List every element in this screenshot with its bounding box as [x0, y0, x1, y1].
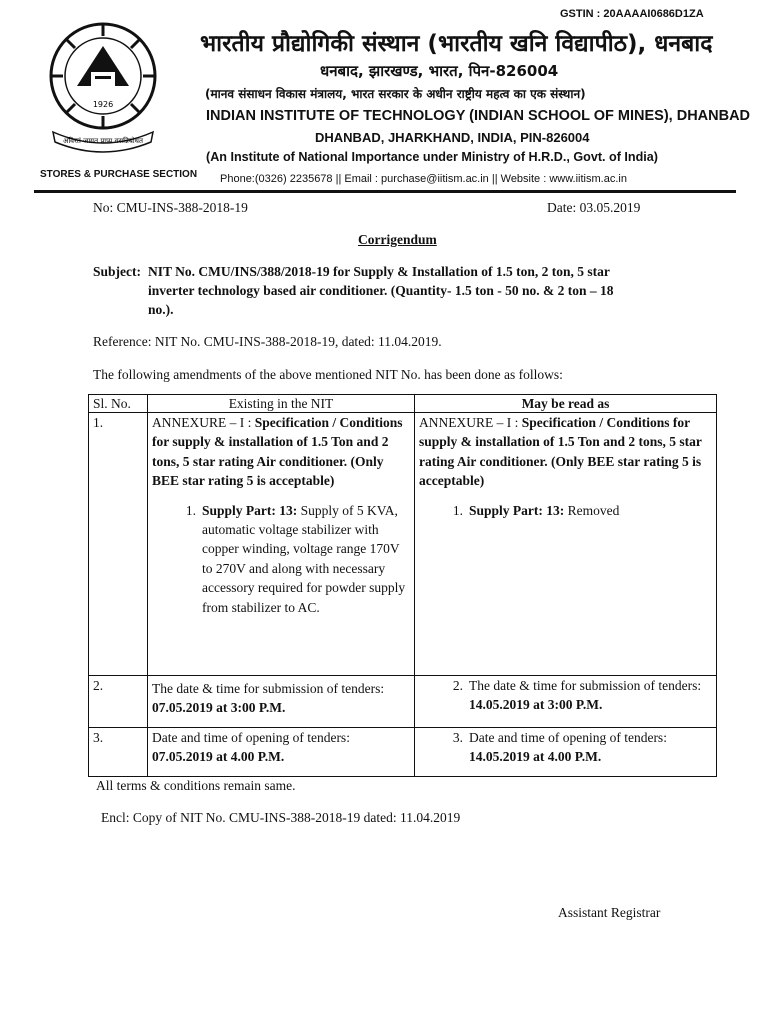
gstin-number: GSTIN : 20AAAAI0686D1ZA [560, 8, 704, 20]
table-row [89, 413, 717, 676]
row1-revised-item-title: Supply Part: 13: [469, 502, 565, 518]
row2-revised-number: 2. [452, 678, 463, 693]
intro-line: The following amendments of the above mentioned NIT No. has been done as follows: [93, 367, 563, 382]
row2-existing-datetime: 07.05.2019 at 3:00 P.M. [152, 700, 286, 716]
row1-existing [148, 413, 415, 676]
table-row [89, 728, 717, 777]
enclosure-note: Encl: Copy of NIT No. CMU-INS-388-2018-19 dated: 11.04.2019 [101, 810, 461, 825]
logo-motto: अविरतं जाग्रत प्राप्य वरान्निबोधत [63, 137, 143, 145]
row3-sl: 3. [89, 728, 148, 777]
terms-note: All terms & conditions remain same. [96, 778, 296, 793]
row3-existing [148, 728, 415, 777]
row1-existing-list [152, 501, 410, 617]
row1-existing-spec: Specification / Conditions for supply & installation of 1.5 Ton and 2 tons, 5 star rating Air conditioner. (Only BEE star rating 5 is acceptable) [152, 415, 403, 489]
subject-label: Subject: [93, 264, 141, 279]
row3-revised-list [419, 728, 712, 767]
subject-line-3: no.). [148, 302, 174, 317]
list-item [419, 501, 712, 520]
letter-number: No: CMU-INS-388-2018-19 [93, 200, 248, 215]
row3-existing-text: Date and time of opening of tenders: [152, 730, 350, 745]
letter-heading: Corrigendum [358, 232, 437, 247]
row1-revised-item-number: 1. [452, 502, 463, 518]
institute-name-hindi: भारतीय प्रौद्योगिकी संस्थान (भारतीय खनि विद्यापीठ), धनबाद [200, 31, 713, 57]
subject-block [93, 262, 693, 319]
row3-existing-datetime: 07.05.2019 at 4.00 P.M. [152, 749, 285, 765]
row1-revised-list [419, 501, 712, 520]
header-divider [34, 190, 736, 193]
list-item [419, 676, 712, 715]
row1-revised-prefix: ANNEXURE – I : [419, 415, 522, 430]
row1-existing-item-text: Supply of 5 KVA, automatic voltage stabilizer with copper winding, voltage range 170V to 270V and along with necessary accessory required for powder supply from stabilizer to AC. [202, 502, 406, 615]
row1-existing-prefix: ANNEXURE – I : [152, 415, 255, 430]
row3-revised [415, 728, 717, 777]
row2-existing [148, 676, 415, 728]
row1-revised-spec: Specification / Conditions for supply & installation of 1.5 Ton and 2 tons, 5 star rating Air conditioner. (Only BEE star rating 5 is acceptable) [419, 415, 702, 489]
contact-line: Phone:(0326) 2235678 || Email : purchase@iitism.ac.in || Website : www.iitism.ac.in [220, 173, 627, 185]
section-name: STORES & PURCHASE SECTION [40, 169, 198, 180]
list-item [152, 501, 410, 617]
row1-sl: 1. [89, 413, 148, 676]
row1-revised-item-text: Removed [564, 502, 620, 518]
institute-logo [33, 14, 173, 154]
reference-line: Reference: NIT No. CMU-INS-388-2018-19, dated: 11.04.2019. [93, 334, 442, 349]
col-header-sl: Sl. No. [89, 395, 148, 413]
table-row [89, 676, 717, 728]
row2-revised-list [419, 676, 712, 715]
col-header-existing: Existing in the NIT [148, 395, 415, 413]
signatory: Assistant Registrar [558, 905, 661, 920]
row1-existing-item-number: 1. [185, 502, 196, 518]
institute-name-english: INDIAN INSTITUTE OF TECHNOLOGY (INDIAN SCHOOL OF MINES), DHANBAD [206, 108, 751, 124]
institute-address-english: DHANBAD, JHARKHAND, INDIA, PIN-826004 [315, 130, 590, 145]
subject-line-1: NIT No. CMU/INS/388/2018-19 for Supply & Installation of 1.5 ton, 2 ton, 5 star [148, 264, 610, 279]
row3-revised-number: 3. [452, 730, 463, 745]
row2-revised-text: The date & time for submission of tenders: [469, 678, 702, 693]
logo-year: 1926 [92, 100, 114, 109]
list-item [419, 728, 712, 767]
row2-revised [415, 676, 717, 728]
institute-address-hindi: धनबाद, झारखण्ड, भारत, पिन-826004 [320, 62, 559, 80]
amendment-table [88, 394, 717, 777]
institute-status-hindi: (मानव संसाधन विकास मंत्रालय, भारत सरकार के अधीन राष्ट्रीय महत्व का एक संस्थान) [205, 87, 586, 101]
row2-existing-text: The date & time for submission of tenders: [152, 681, 385, 696]
col-header-revised: May be read as [415, 395, 717, 413]
subject-line-2: inverter technology based air conditioner. (Quantity- 1.5 ton - 50 no. & 2 ton – 18 [148, 283, 614, 298]
row2-revised-datetime: 14.05.2019 at 3:00 P.M. [469, 697, 603, 713]
row1-existing-item-title: Supply Part: 13: [202, 502, 298, 518]
row3-revised-datetime: 14.05.2019 at 4.00 P.M. [469, 749, 602, 765]
row2-sl: 2. [89, 676, 148, 728]
institute-status-english: (An Institute of National Importance under Ministry of H.R.D., Govt. of India) [206, 150, 658, 164]
table-header-row [89, 395, 717, 413]
row1-revised [415, 413, 717, 676]
letter-date: Date: 03.05.2019 [547, 200, 641, 215]
row3-revised-text: Date and time of opening of tenders: [469, 730, 667, 745]
